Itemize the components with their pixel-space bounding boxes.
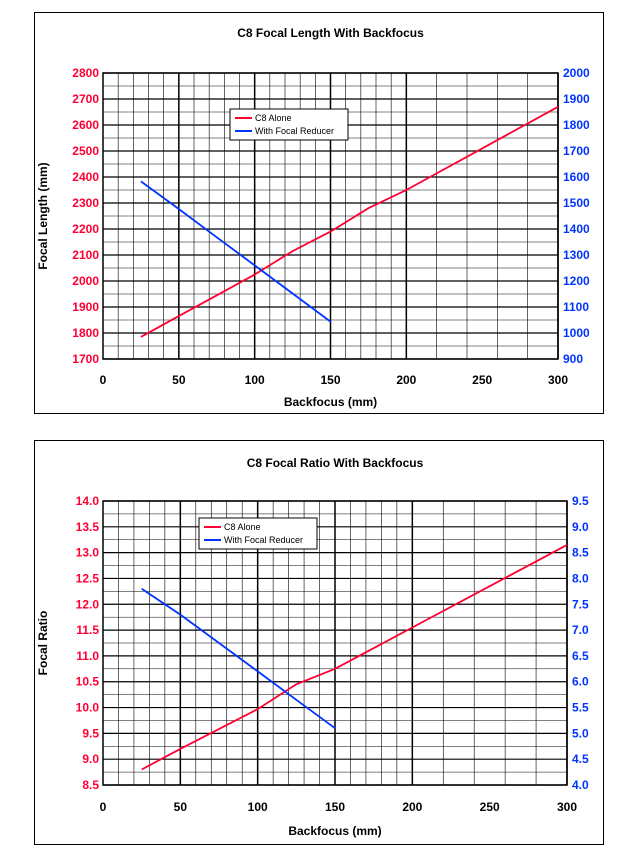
- fl-y-tick-label: 2400: [72, 170, 99, 184]
- fl-y2-tick-label: 2000: [563, 66, 590, 80]
- fl-x-tick-label: 300: [547, 373, 569, 387]
- fr-chart-title: C8 Focal Ratio With Backfocus: [246, 456, 424, 470]
- focal-ratio-chart-panel: [34, 440, 604, 845]
- fl-y-tick-label: 2600: [72, 118, 99, 132]
- focal-ratio-chart: [35, 441, 605, 846]
- fl-y-tick-label: 1700: [72, 352, 99, 366]
- fl-legend-label: With Focal Reducer: [255, 126, 335, 136]
- fr-y-tick-label: 9.0: [82, 752, 99, 767]
- fr-y-tick-label: 13.0: [75, 545, 99, 560]
- fr-y2-tick-label: 6.5: [572, 648, 589, 663]
- fr-y-tick-label: 12.5: [75, 571, 99, 586]
- fl-y2-tick-label: 1900: [563, 92, 590, 106]
- fr-y2-tick-label: 6.0: [572, 674, 589, 689]
- fl-x-tick-label: 100: [244, 373, 265, 387]
- fl-y-tick-label: 2700: [72, 92, 99, 106]
- fr-legend: [199, 518, 317, 549]
- fr-y-tick-label: 14.0: [75, 494, 99, 508]
- fl-x-tick-label: 50: [172, 373, 186, 387]
- fl-y-tick-label: 2500: [72, 144, 99, 158]
- fr-y-tick-label: 10.0: [75, 700, 99, 715]
- fr-x-tick-label: 150: [324, 800, 346, 814]
- fr-y2-tick-label: 9.0: [572, 519, 589, 534]
- fr-y2-tick-label: 9.5: [572, 494, 589, 508]
- fl-x-tick-label: 250: [472, 373, 493, 387]
- focal-length-chart: [35, 13, 605, 415]
- fr-y2-tick-label: 4.5: [572, 752, 589, 767]
- fl-y2-tick-label: 1200: [563, 274, 590, 288]
- fl-legend: [230, 109, 348, 140]
- fr-y-tick-label: 9.5: [82, 726, 99, 741]
- fl-y2-tick-label: 1300: [563, 248, 590, 262]
- fr-y-tick-label: 13.5: [75, 519, 99, 534]
- fr-y2-tick-label: 5.5: [572, 700, 589, 715]
- fl-y-tick-label: 2100: [72, 248, 99, 262]
- fr-y-tick-label: 11.5: [76, 623, 99, 638]
- fr-x-axis-title: Backfocus (mm): [288, 824, 382, 838]
- fl-x-axis-title: Backfocus (mm): [283, 395, 378, 409]
- fr-y2-tick-label: 7.5: [572, 597, 589, 612]
- fr-x-tick-label: 100: [247, 800, 268, 814]
- fl-y2-tick-label: 1600: [563, 170, 590, 184]
- fr-y2-tick-label: 8.0: [572, 571, 589, 586]
- fl-series-c8-alone-line: [141, 107, 558, 337]
- fr-x-tick-label: 50: [173, 800, 188, 814]
- fr-y2-tick-label: 4.0: [572, 778, 589, 792]
- fr-y-tick-label: 11.0: [76, 648, 99, 663]
- fl-y-tick-label: 2000: [72, 274, 99, 288]
- fl-y-tick-label: 2200: [72, 222, 99, 236]
- fr-x-tick-label: 200: [402, 800, 423, 814]
- fl-y2-tick-label: 1100: [563, 300, 590, 314]
- fl-y-tick-label: 1800: [72, 326, 99, 340]
- fl-y-axis-title: Focal Length (mm): [36, 162, 50, 270]
- fl-y2-tick-label: 1500: [563, 196, 590, 210]
- fr-grid: [103, 501, 567, 785]
- fl-x-tick-label: 0: [99, 373, 107, 387]
- fr-y2-tick-label: 5.0: [572, 726, 589, 741]
- fl-y2-tick-label: 900: [563, 352, 584, 366]
- fr-y2-tick-label: 8.5: [572, 545, 589, 560]
- fl-y-tick-label: 2300: [72, 196, 99, 210]
- fl-y2-tick-label: 1000: [563, 326, 590, 340]
- focal-length-chart-panel: [34, 12, 604, 414]
- fl-y-tick-label: 1900: [72, 300, 99, 314]
- fr-x-tick-label: 0: [99, 800, 107, 814]
- fr-legend-label: C8 Alone: [224, 522, 261, 532]
- fr-x-tick-label: 300: [556, 800, 578, 814]
- fl-y2-tick-label: 1400: [563, 222, 590, 236]
- fr-x-tick-label: 250: [479, 800, 500, 814]
- fl-y2-tick-label: 1800: [563, 118, 590, 132]
- fl-chart-title: C8 Focal Length With Backfocus: [237, 26, 424, 40]
- fl-legend-label: C8 Alone: [255, 113, 292, 123]
- fr-y-tick-label: 8.5: [82, 778, 99, 792]
- fr-legend-label: With Focal Reducer: [224, 535, 304, 545]
- fl-y2-tick-label: 1700: [563, 144, 590, 158]
- fl-y-tick-label: 2800: [72, 66, 99, 80]
- fr-y2-tick-label: 7.0: [572, 623, 589, 638]
- fl-x-tick-label: 200: [396, 373, 417, 387]
- fr-y-axis-title: Focal Ratio: [36, 610, 50, 676]
- fl-x-tick-label: 150: [320, 373, 341, 387]
- fr-y-tick-label: 12.0: [75, 597, 99, 612]
- fr-y-tick-label: 10.5: [75, 674, 99, 689]
